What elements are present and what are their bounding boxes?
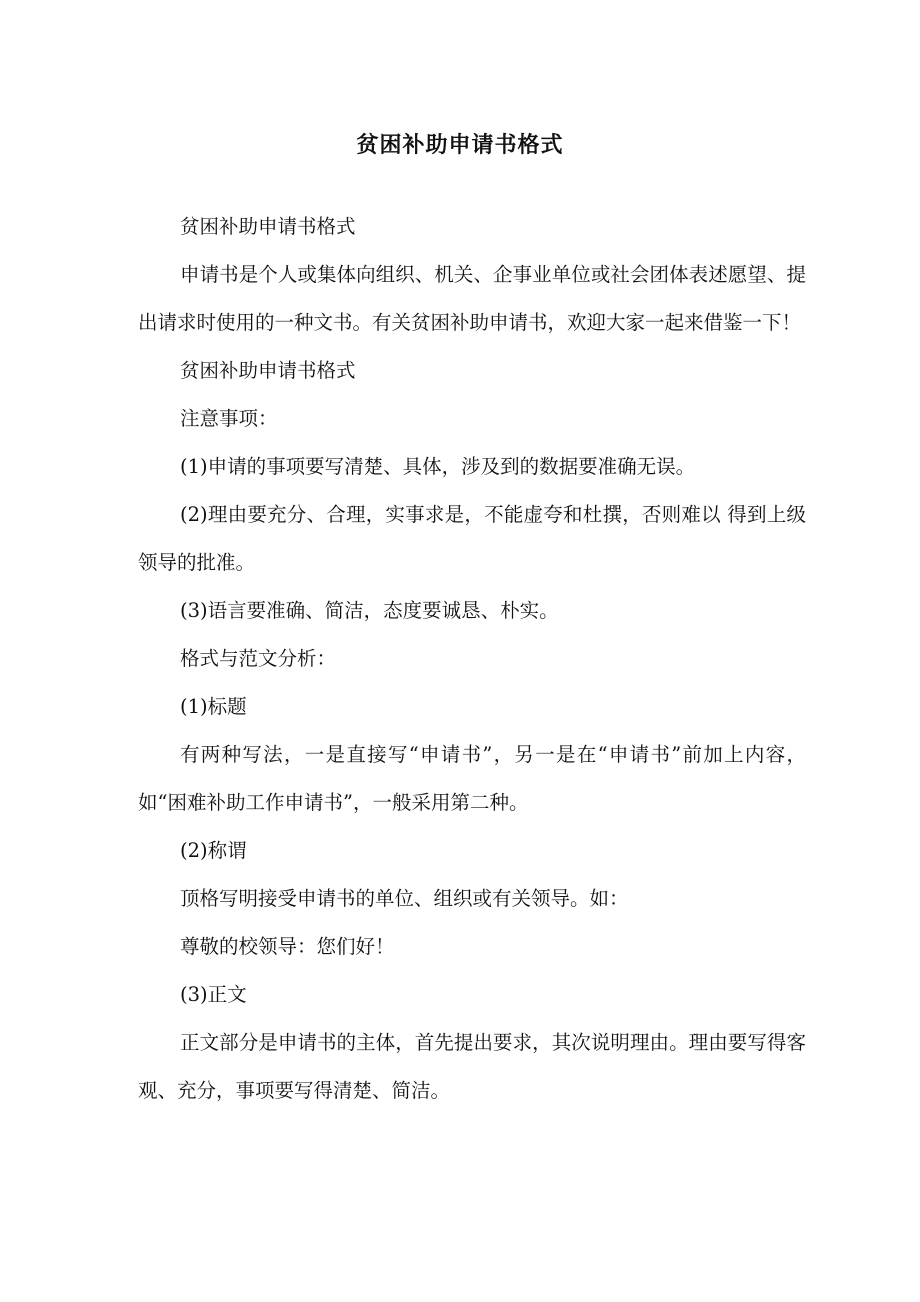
paragraph-body-desc: 正文部分是申请书的主体，首先提出要求，其次说明理由。理由要写得客观、充分，事项要写得清楚、简洁。	[138, 1031, 806, 1102]
paragraph-title-desc: 有两种写法，一是直接写“申请书”，另一是在“申请书”前加上内容，如“困难补助工作申请书”，一般采用第二种。	[138, 743, 806, 814]
paragraph-note-1: (1)申请的事项要写清楚、具体，涉及到的数据要准确无误。	[180, 455, 696, 478]
paragraph-format-heading: 格式与范文分析：	[180, 647, 337, 670]
paragraph-heading: 贫困补助申请书格式	[180, 215, 356, 238]
paragraph-note-2: (2)理由要充分、合理，实事求是，不能虚夸和杜撰，否则难以 得到上级领导的批准。	[138, 503, 806, 574]
paragraph-subheading: 贫困补助申请书格式	[180, 359, 356, 382]
paragraph-section-salutation: (2)称谓	[180, 839, 247, 862]
paragraph-section-title: (1)标题	[180, 695, 247, 718]
document-title: 贫困补助申请书格式	[356, 133, 564, 158]
paragraph-salutation-example: 尊敬的校领导：您们好！	[180, 935, 395, 958]
paragraph-note-3: (3)语言要准确、简洁，态度要诚恳、朴实。	[180, 599, 559, 622]
document-body	[138, 203, 806, 1115]
paragraph-salutation-desc: 顶格写明接受申请书的单位、组织或有关领导。如：	[180, 887, 629, 910]
paragraph-intro: 申请书是个人或集体向组织、机关、企事业单位或社会团体表述愿望、提出请求时使用的一种文书。有关贫困补助申请书，欢迎大家一起来借鉴一下！	[138, 263, 806, 334]
paragraph-section-body: (3)正文	[180, 983, 247, 1006]
paragraph-notes-heading: 注意事项：	[180, 407, 278, 430]
